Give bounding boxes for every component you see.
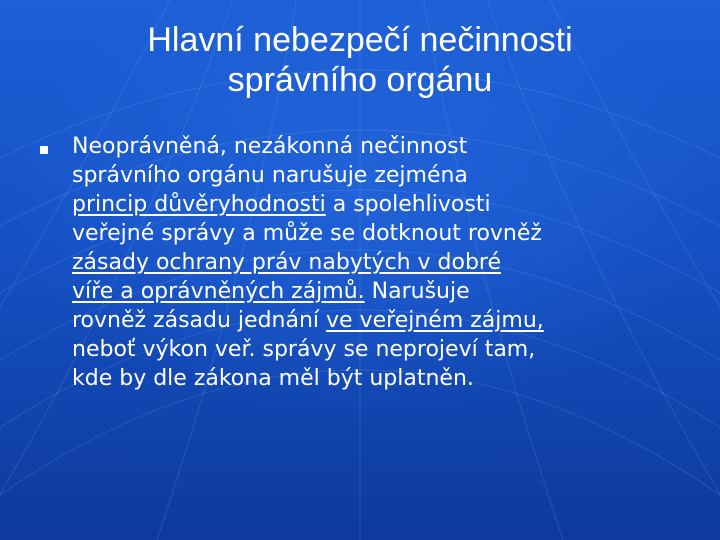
underlined-phrase: princip důvěryhodnosti	[72, 192, 326, 217]
text-segment: Narušuje	[364, 279, 470, 304]
bullet-line	[72, 190, 692, 219]
slide-title	[0, 20, 720, 100]
text-segment: Neoprávněná, nezákonná nečinnost	[72, 134, 468, 159]
bullet-line	[72, 161, 692, 190]
bullet-line	[72, 277, 692, 306]
bullet-square-icon	[40, 146, 48, 154]
bullet-line	[72, 364, 692, 393]
text-segment: a spolehlivosti	[325, 192, 491, 217]
text-segment: rovněž zásadu jednání	[72, 308, 327, 333]
underlined-phrase: víře a oprávněných zájmů.	[72, 279, 365, 304]
title-line-2: správního orgánu	[227, 61, 493, 99]
bullet-line	[72, 248, 692, 277]
bullet-line	[72, 219, 692, 248]
bullet-line	[72, 335, 692, 364]
text-segment: kde by dle zákona měl být uplatněn.	[72, 366, 474, 391]
bullet-line	[72, 306, 692, 335]
bullet-line	[72, 132, 692, 161]
bullet-text	[72, 132, 692, 393]
text-segment: neboť výkon veř. správy se neprojeví tam,	[72, 337, 536, 362]
title-line-1: Hlavní nebezpečí nečinnosti	[147, 21, 573, 59]
underlined-phrase: zásady ochrany práv nabytých v dobré	[72, 250, 502, 275]
underlined-phrase: ve veřejném zájmu,	[326, 308, 544, 333]
text-segment: veřejné správy a může se dotknout rovněž	[72, 221, 542, 246]
text-segment: správního orgánu narušuje zejména	[72, 163, 468, 188]
